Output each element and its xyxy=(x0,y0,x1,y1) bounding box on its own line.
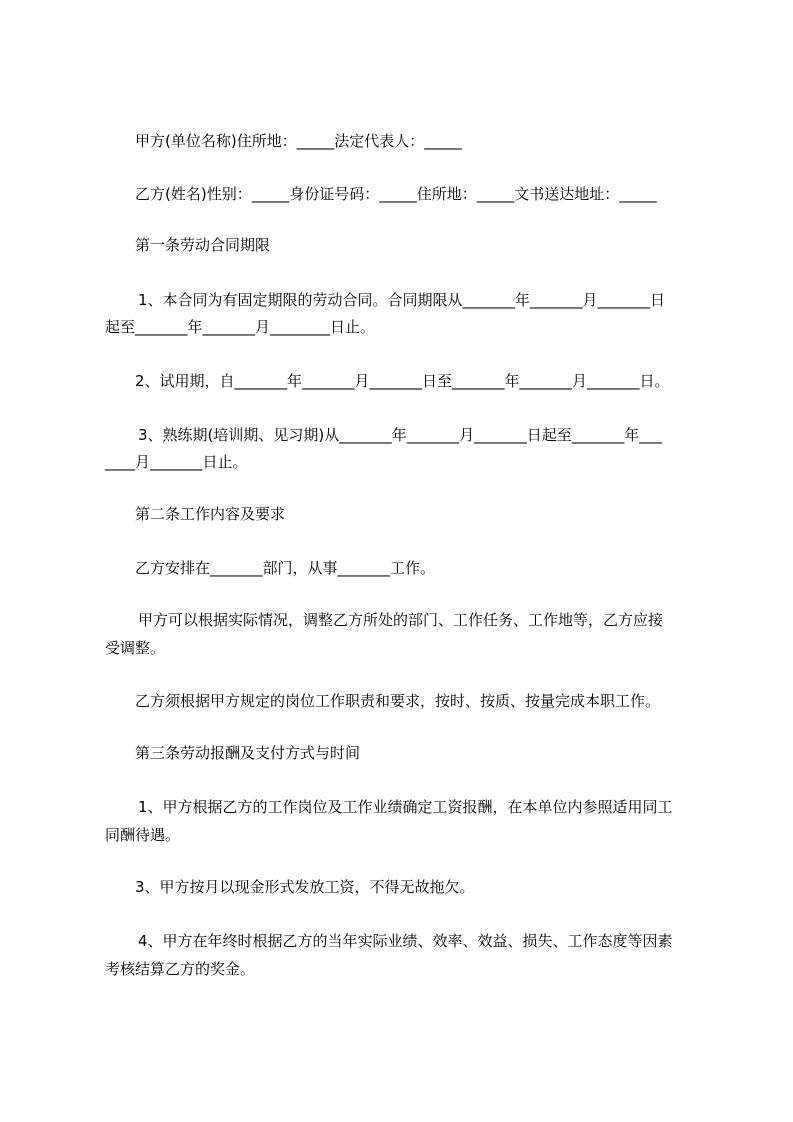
article-2-heading: 第二条工作内容及要求 xyxy=(135,505,286,523)
article-3-clause-1-line-2: 同酬待遇。 xyxy=(105,826,181,844)
party-b-info: 乙方(姓名)性别：_____身份证号码：_____住所地：_____文书送达地址：_____ xyxy=(135,185,657,203)
article-1-clause-1-line-1: 1、本合同为有固定期限的劳动合同。合同期限从_______年_______月_______日 xyxy=(138,291,666,309)
article-2-assignment: 乙方安排在_______部门，从事_______工作。 xyxy=(135,559,436,577)
article-1-clause-2: 2、试用期，自_______年_______月_______日至_______年_______月_______日。 xyxy=(135,372,670,390)
article-3-clause-4-line-1: 4、甲方在年终时根据乙方的当年实际业绩、效率、效益、损失、工作态度等因素 xyxy=(138,932,673,950)
article-3-heading: 第三条劳动报酬及支付方式与时间 xyxy=(135,744,361,762)
article-1-clause-1-line-2: 起至_______年_______月________日止。 xyxy=(105,318,376,336)
article-3-clause-1-line-1: 1、甲方根据乙方的工作岗位及工作业绩确定工资报酬，在本单位内参照适用同工 xyxy=(138,798,673,816)
party-a-info: 甲方(单位名称)住所地：_____法定代表人：_____ xyxy=(135,132,462,150)
article-1-heading: 第一条劳动合同期限 xyxy=(135,236,271,254)
article-2-adjustment-line-2: 受调整。 xyxy=(105,639,166,657)
article-2-duties: 乙方须根据甲方规定的岗位工作职责和要求，按时、按质、按量完成本职工作。 xyxy=(135,692,661,710)
article-3-clause-3: 3、甲方按月以现金形式发放工资，不得无故拖欠。 xyxy=(135,878,475,896)
article-1-clause-3-line-1: 3、熟练期(培训期、见习期)从_______年_______月_______日起至_______年___ xyxy=(138,426,662,444)
article-1-clause-3-line-2: ____月_______日止。 xyxy=(105,453,248,471)
article-3-clause-4-line-2: 考核结算乙方的奖金。 xyxy=(105,960,256,978)
article-2-adjustment-line-1: 甲方可以根据实际情况，调整乙方所处的部门、工作任务、工作地等，乙方应接 xyxy=(138,611,664,629)
